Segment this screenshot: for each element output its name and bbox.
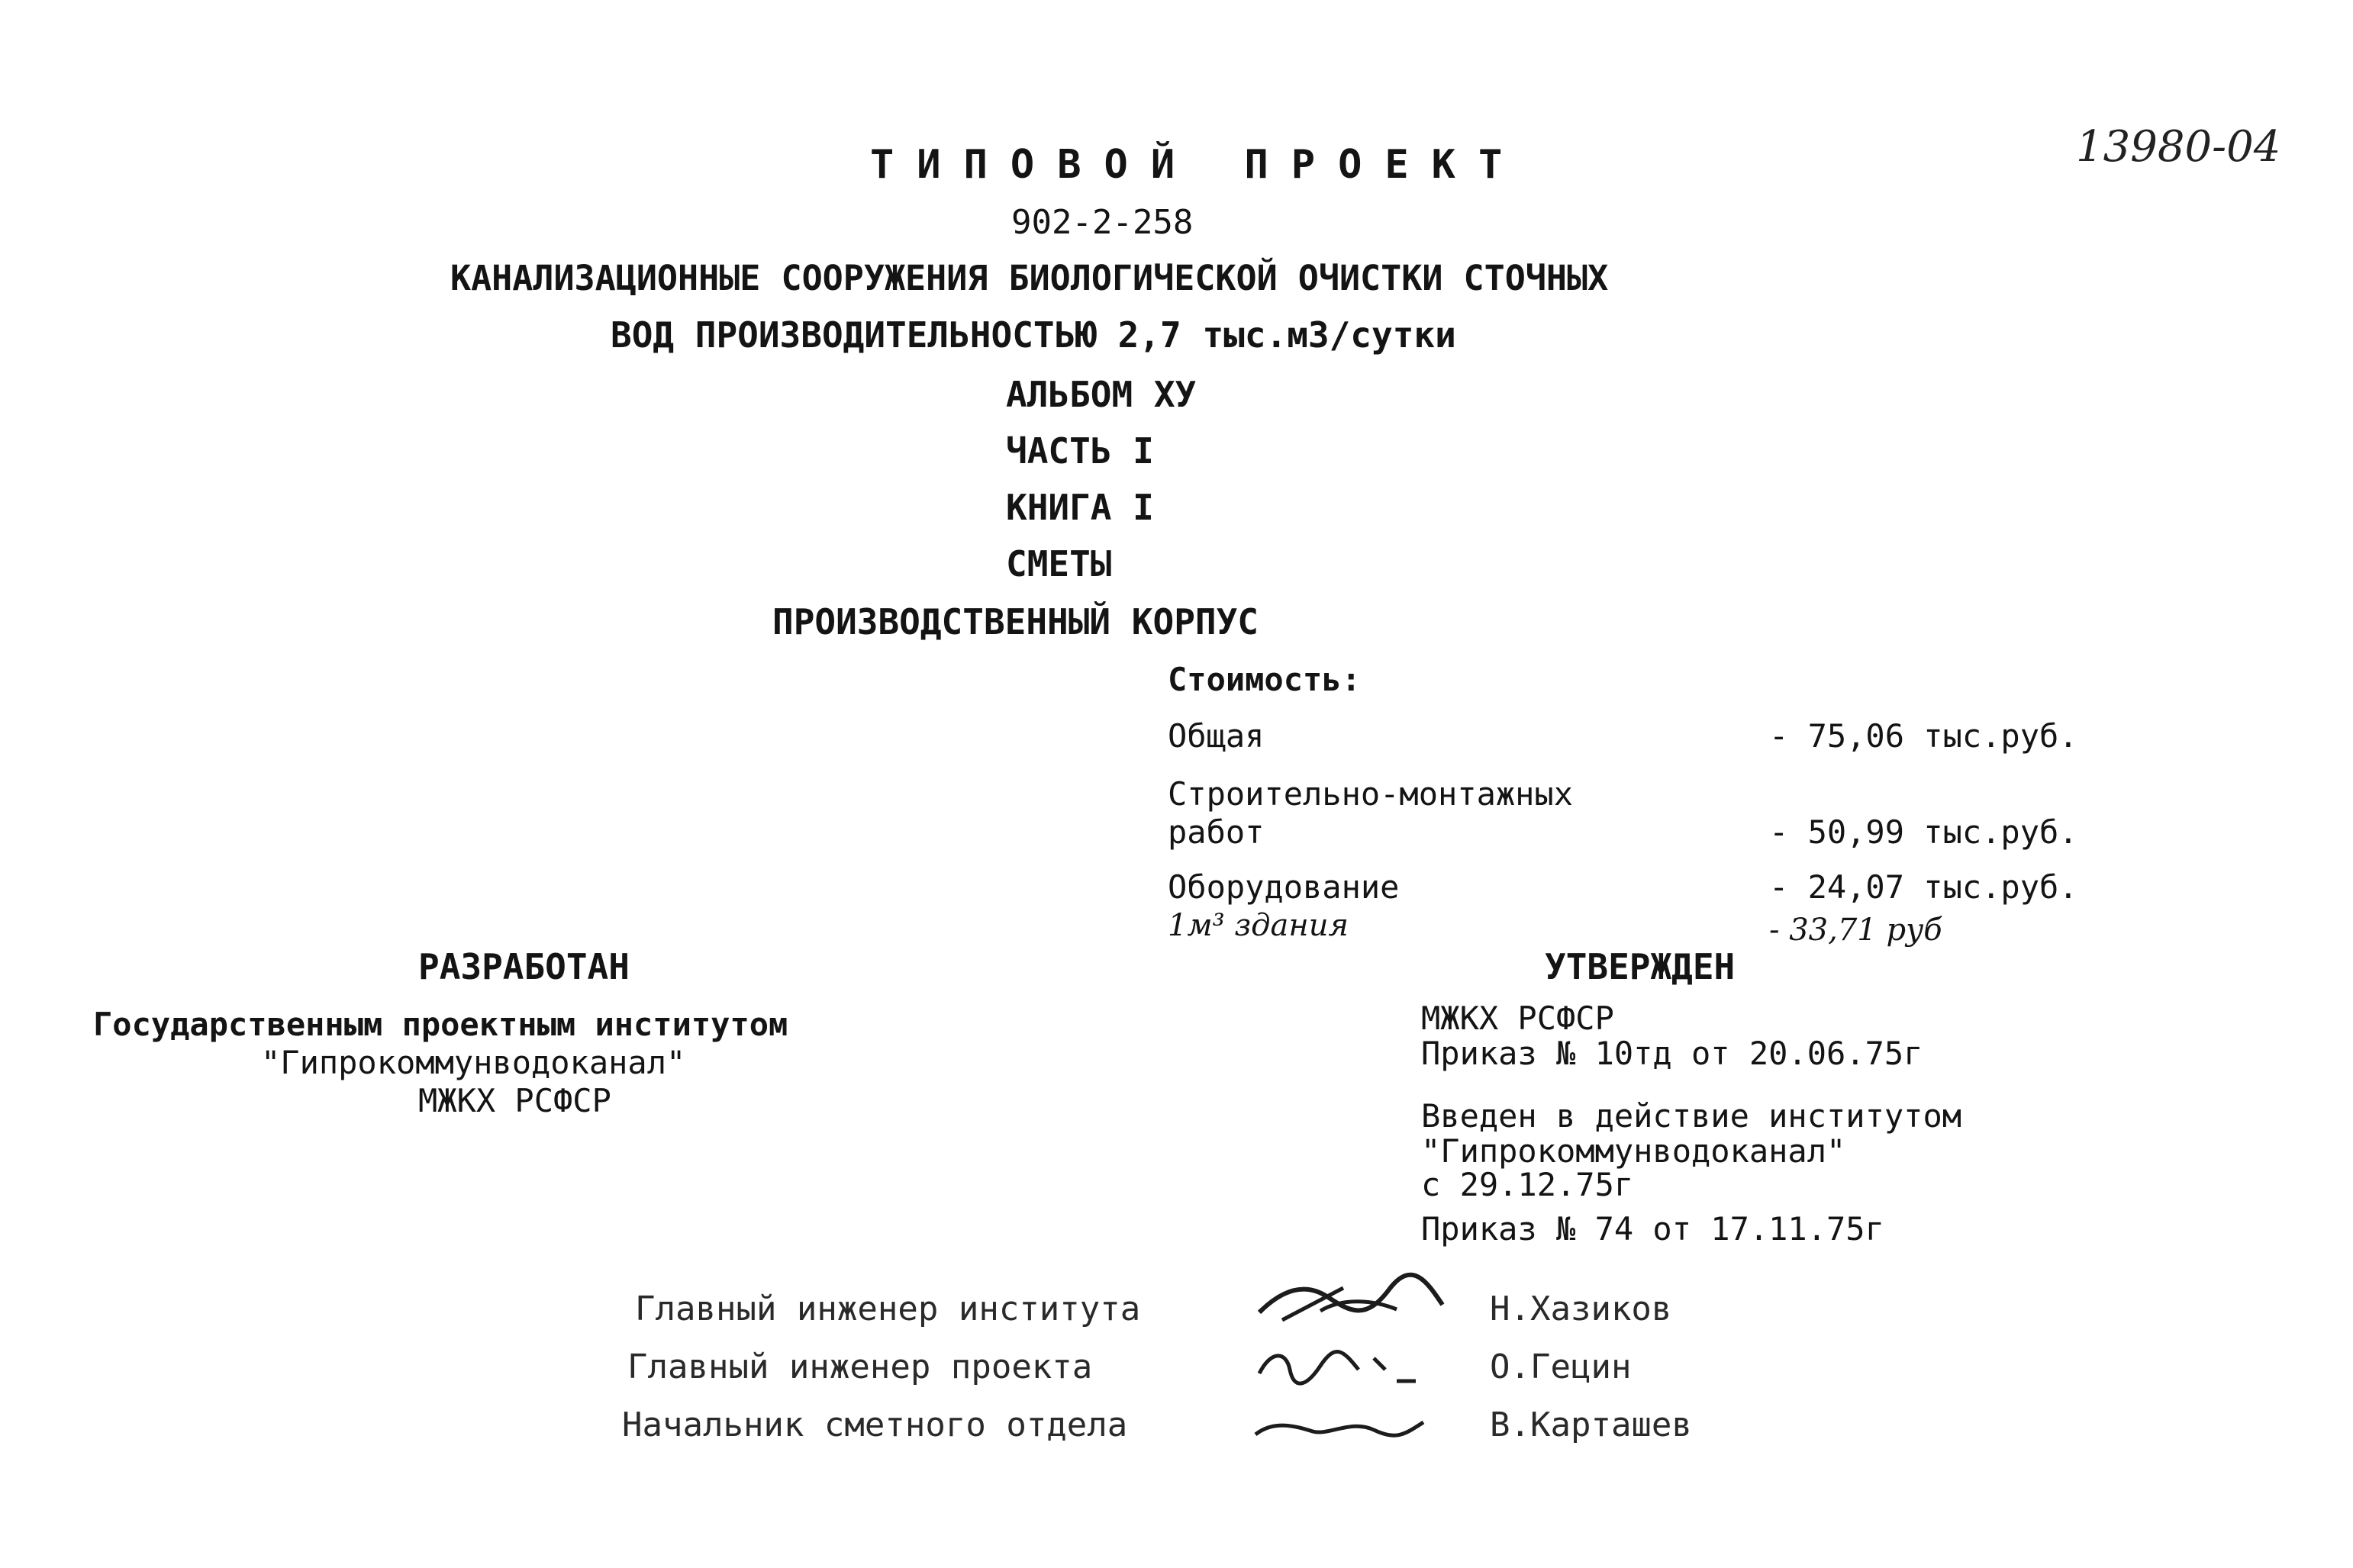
cost-heading: Стоимость: — [1168, 661, 1361, 698]
cost-equipment-value: - 24,07 тыс.руб. — [1769, 868, 2078, 906]
approved-line3: Введен в действие институтом — [1421, 1097, 1962, 1135]
book-label: КНИГА I — [1006, 487, 1154, 528]
project-name-line2: ВОД ПРОИЗВОДИТЕЛЬНОСТЬЮ 2,7 тыс.м3/сутки — [611, 314, 1456, 356]
cost-per-unit-label: 1м³ здания — [1168, 908, 1349, 943]
approved-heading: УТВЕРЖДЕН — [1545, 946, 1736, 987]
project-name-line1: КАНАЛИЗАЦИОННЫЕ СООРУЖЕНИЯ БИОЛОГИЧЕСКОЙ ОЧИСТКИ СТОЧНЫХ — [450, 258, 1609, 298]
cost-total-value: - 75,06 тыс.руб. — [1769, 717, 2078, 755]
signature-role-2: Главный инженер проекта — [627, 1347, 1093, 1386]
approved-line4: "Гипрокоммунводоканал" — [1421, 1132, 1846, 1170]
archive-number: 13980-04 — [2076, 122, 2281, 172]
approved-line5: с 29.12.75г — [1421, 1166, 1634, 1203]
cost-per-unit-value: - 33,71 руб — [1769, 913, 1942, 948]
album-label: АЛЬБОМ ХУ — [1006, 374, 1197, 415]
cost-equipment-label: Оборудование — [1168, 868, 1400, 906]
cost-total-label: Общая — [1168, 717, 1265, 755]
handwritten-signature-1 — [1252, 1267, 1450, 1335]
developed-line2: "Гипрокоммунводоканал" — [261, 1044, 686, 1081]
signature-role-1: Главный инженер института — [635, 1289, 1141, 1328]
handwritten-signature-2 — [1252, 1335, 1435, 1396]
handwritten-signature-3 — [1252, 1404, 1427, 1450]
cost-construction-label: Строительно-монтажных — [1168, 775, 1574, 813]
developed-heading: РАЗРАБОТАН — [418, 946, 630, 987]
project-code: 902-2-258 — [1011, 203, 1194, 242]
approved-line1: МЖКХ РСФСР — [1421, 1000, 1614, 1037]
document-title: ТИПОВОЙ ПРОЕКТ — [870, 142, 1526, 188]
approved-line6: Приказ № 74 от 17.11.75г — [1421, 1210, 1884, 1248]
signature-name-3: В.Карташев — [1490, 1405, 1692, 1444]
signature-name-1: Н.Хазиков — [1490, 1289, 1672, 1328]
cost-construction-label-2: работ — [1168, 813, 1265, 851]
developed-line3: МЖКХ РСФСР — [418, 1082, 611, 1119]
doc-type-label: СМЕТЫ — [1006, 543, 1112, 584]
part-label: ЧАСТЬ I — [1006, 430, 1154, 472]
approved-line2: Приказ № 10тд от 20.06.75г — [1421, 1035, 1923, 1072]
developed-line1: Государственным проектным институтом — [93, 1006, 788, 1043]
object-name: ПРОИЗВОДСТВЕННЫЙ КОРПУС — [772, 601, 1259, 642]
signature-role-3: Начальник сметного отдела — [622, 1405, 1128, 1444]
signature-name-2: О.Гецин — [1490, 1347, 1632, 1386]
cost-construction-value: - 50,99 тыс.руб. — [1769, 813, 2078, 851]
